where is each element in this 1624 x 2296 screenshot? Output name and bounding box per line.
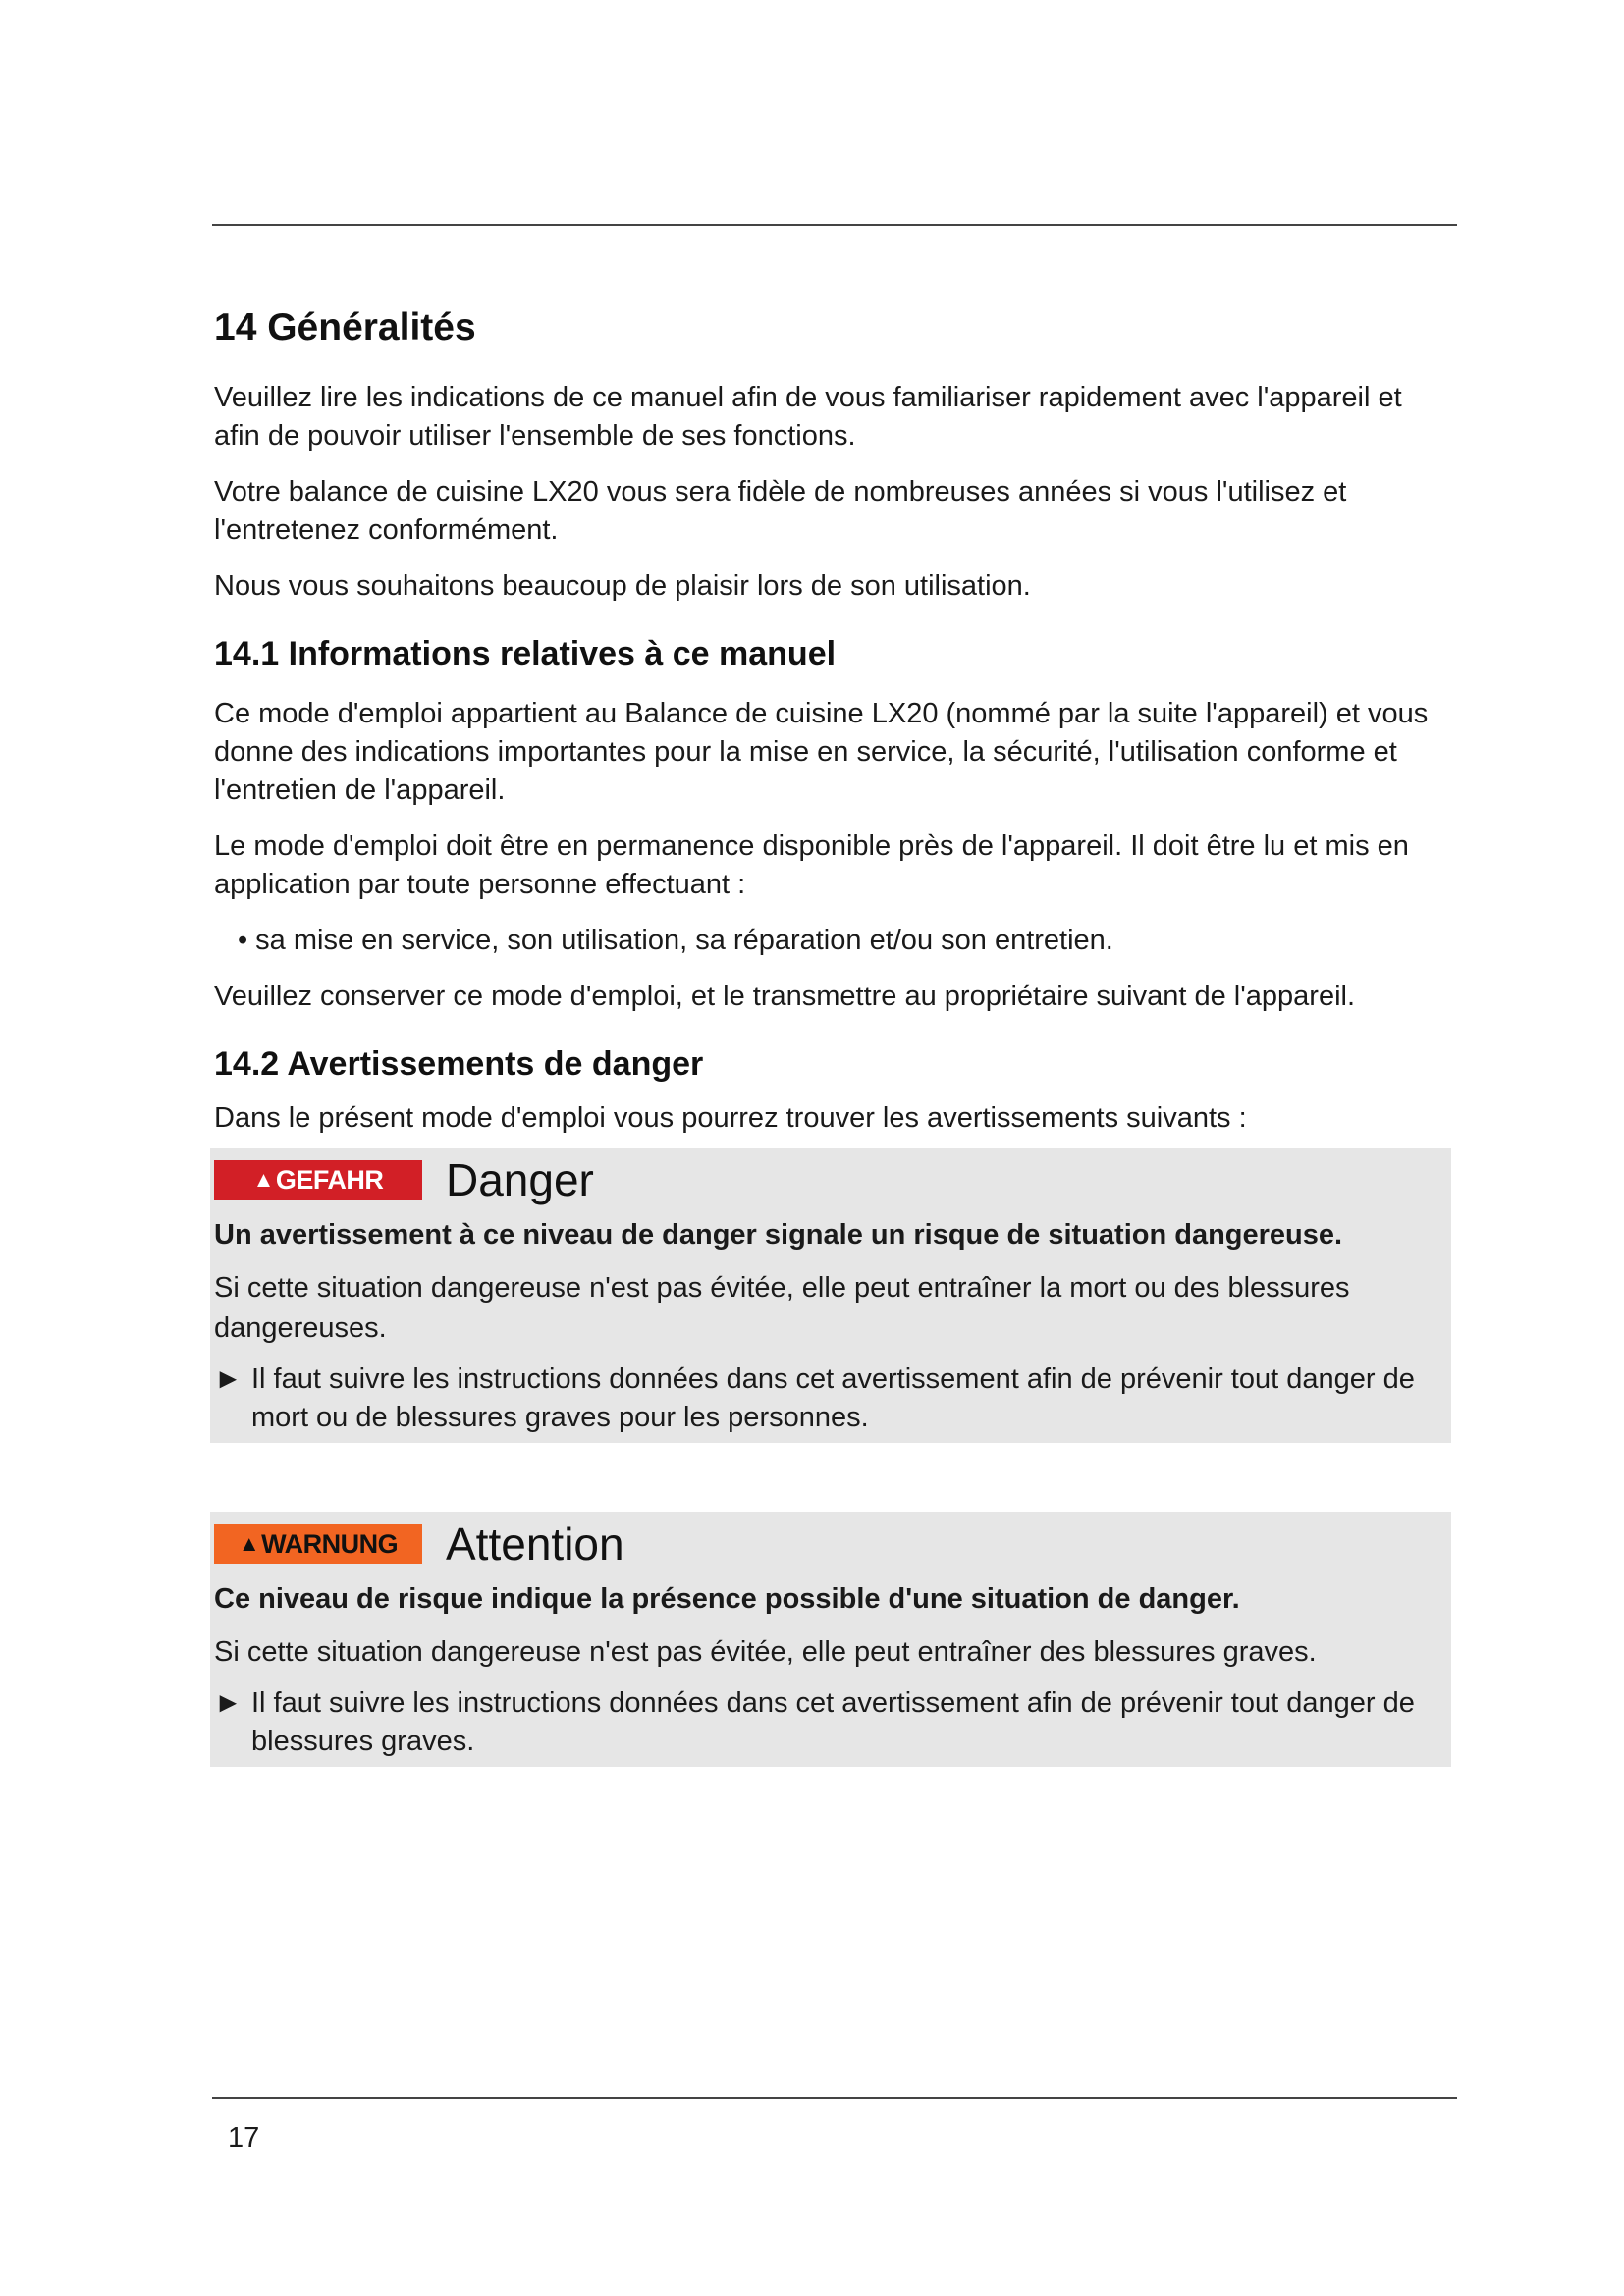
danger-action-text: Il faut suivre les instructions données dans cet avertissement afin de prévenir tout danger de mort ou de blessures graves pour les personnes.	[251, 1363, 1415, 1433]
warning-box-title: Attention	[446, 1519, 624, 1570]
bullet-list	[214, 922, 1453, 960]
list-item: • sa mise en service, son utilisation, sa réparation et/ou son entretien.	[238, 922, 1453, 960]
header-rule	[212, 224, 1457, 226]
subsection-1-title: 14.1 Informations relatives à ce manuel	[214, 635, 837, 672]
warning-box-action	[214, 1684, 1447, 1761]
manual-info-paragraph-3: Veuillez conserver ce mode d'emploi, et le transmettre au propriétaire suivant de l'appareil.	[214, 981, 1356, 1012]
warnings-intro: Dans le présent mode d'emploi vous pourrez trouver les avertissements suivants :	[214, 1102, 1247, 1134]
danger-box-text: Si cette situation dangereuse n'est pas évitée, elle peut entraîner la mort ou des blessures dangereuses.	[214, 1272, 1350, 1344]
page-content	[214, 306, 1453, 1767]
signal-word: WARNUNG	[261, 1528, 399, 1559]
danger-box-title: Danger	[446, 1154, 594, 1205]
manual-info-paragraph-2: Le mode d'emploi doit être en permanence disponible près de l'appareil. Il doit être lu et mis en application par toute personne effectuant :	[214, 830, 1409, 900]
warning-box	[210, 1512, 1451, 1767]
gefahr-signal-label	[214, 1160, 422, 1200]
warning-box-text: Si cette situation dangereuse n'est pas évitée, elle peut entraîner des blessures graves.	[214, 1636, 1317, 1668]
page-number: 17	[228, 2122, 260, 2154]
intro-paragraph-3: Nous vous souhaitons beaucoup de plaisir lors de son utilisation.	[214, 570, 1031, 602]
danger-box-action	[214, 1361, 1447, 1437]
warning-triangle-icon: ▲	[238, 1531, 260, 1556]
intro-paragraph-2: Votre balance de cuisine LX20 vous sera fidèle de nombreuses années si vous l'utilisez et l'entretenez conformément.	[214, 476, 1347, 546]
warning-action-text: Il faut suivre les instructions données dans cet avertissement afin de prévenir tout danger de blessures graves.	[251, 1687, 1415, 1757]
footer-rule	[212, 2097, 1457, 2099]
arrow-right-icon: ►	[214, 1363, 243, 1395]
warning-box-lead: Ce niveau de risque indique la présence possible d'une situation de danger.	[214, 1583, 1240, 1615]
warnung-signal-label	[214, 1524, 422, 1564]
danger-warning-box	[210, 1148, 1451, 1443]
danger-box-lead: Un avertissement à ce niveau de danger signale un risque de situation dangereuse.	[214, 1219, 1343, 1251]
arrow-right-icon: ►	[214, 1687, 243, 1719]
intro-paragraph-1: Veuillez lire les indications de ce manuel afin de vous familiariser rapidement avec l'appareil et afin de pouvoir utiliser l'ensemble de ses fonctions.	[214, 382, 1402, 452]
warning-triangle-icon: ▲	[252, 1167, 274, 1192]
signal-word: GEFAHR	[275, 1164, 384, 1195]
section-title: 14 Généralités	[214, 306, 476, 348]
subsection-2-title: 14.2 Avertissements de danger	[214, 1045, 704, 1083]
manual-info-paragraph-1: Ce mode d'emploi appartient au Balance de cuisine LX20 (nommé par la suite l'appareil) et vous donne des indications importantes pour la mise en service, la sécurité, l'utilisation conforme et l'entretien de l'appareil.	[214, 698, 1429, 806]
